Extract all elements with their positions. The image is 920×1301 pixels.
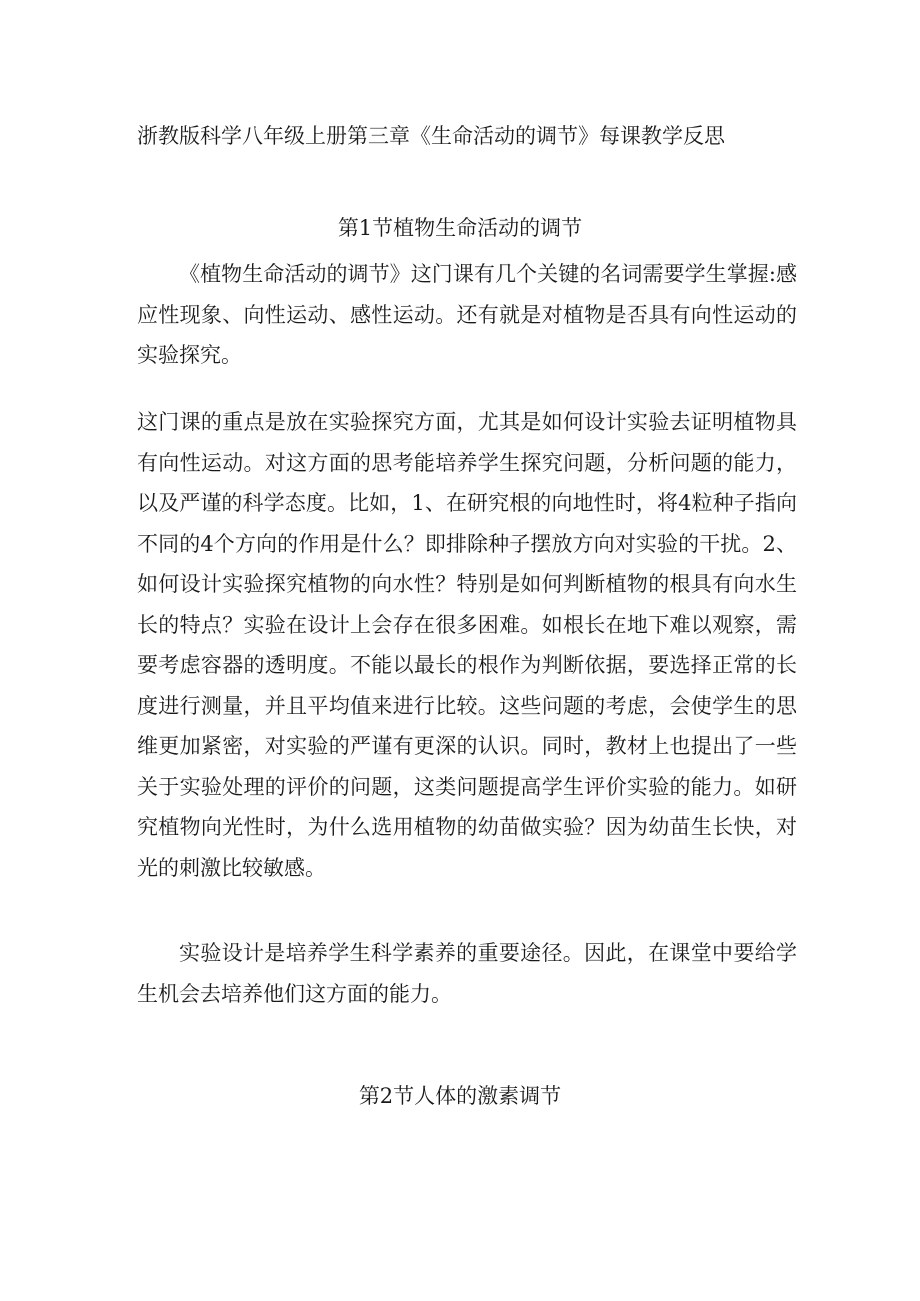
section-heading-2: 第2节人体的激素调节 <box>358 1084 562 1108</box>
paragraph-3: 实验设计是培养学生科学素养的重要途径。因此，在课堂中要给学生机会去培养他们这方面的能力。 <box>137 941 797 1006</box>
paragraph-2: 这门课的重点是放在实验探究方面，尤其是如何设计实验去证明植物具有向性运动。对这方面的思考能培养学生探究问题，分析问题的能力，以及严谨的科学态度。比如，1、在研究根的向地性时，将4粒种子指向不同的4个方向的作用是什么？即排除种子摆放方向对实验的干扰。2、如何设计实验探究植物的向水性？特别是如何判断植物的根具有向水生长的特点？实验在设计上会存在很多困难。如根长在地下难以观察，需要考虑容器的透明度。不能以最长的根作为判断依据，要选择正常的长度进行测量，并且平均值来进行比较。这些问题的考虑，会使学生的思维更加紧密，对实验的严谨有更深的认识。同时，教材上也提出了一些关于实验处理的评价的问题，这类问题提高学生评价实验的能力。如研究植物向光性时，为什么选用植物的幼苗做实验？因为幼苗生长快，对光的刺激比较敏感。 <box>137 410 797 880</box>
paragraph-1: 《植物生命活动的调节》这门课有几个关键的名词需要学生掌握:感应性现象、向性运动、感性运动。还有就是对植物是否具有向性运动的实验探究。 <box>137 262 797 367</box>
section-heading-1: 第1节植物生命活动的调节 <box>337 216 583 240</box>
document-title: 浙教版科学八年级上册第三章《生命活动的调节》每课教学反思 <box>137 124 725 148</box>
